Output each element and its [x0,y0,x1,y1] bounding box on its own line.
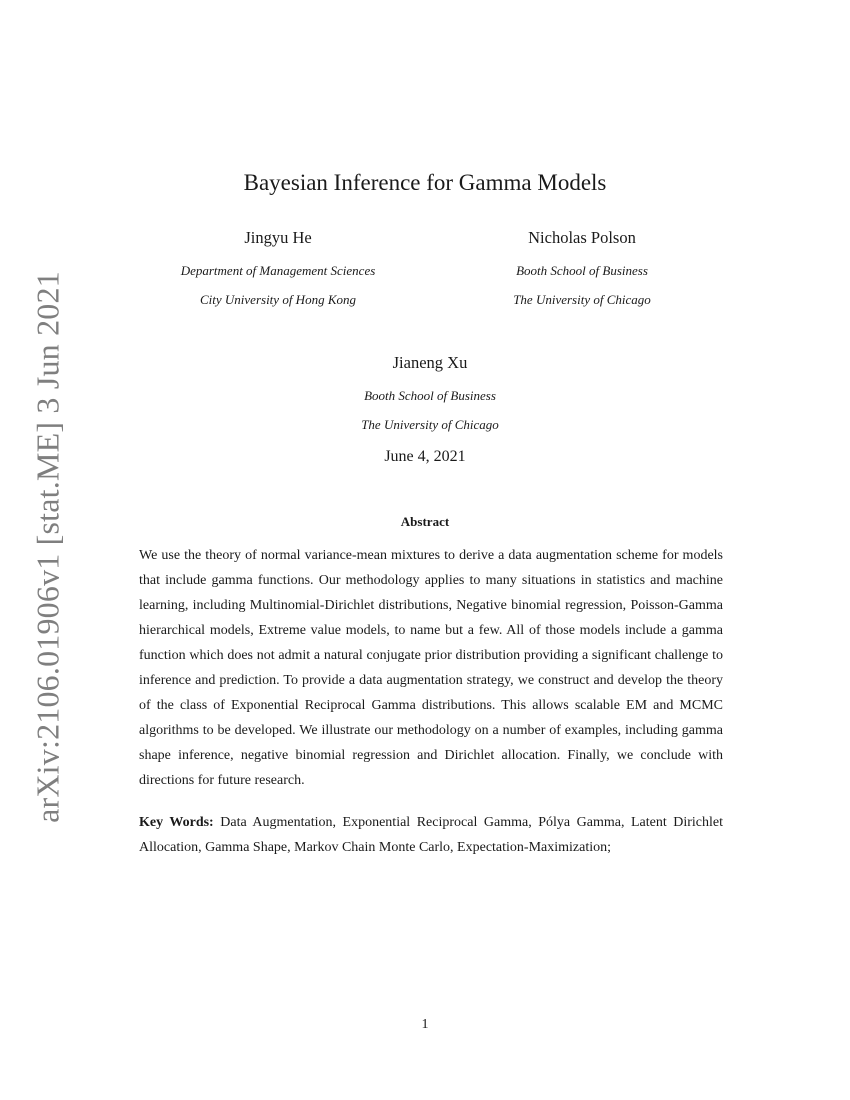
author-name: Jianeng Xu [392,353,468,372]
author-block-2 [432,227,732,314]
author-institution: The University of Chicago [361,417,499,432]
author-institution: City University of Hong Kong [200,292,356,307]
author-name: Nicholas Polson [528,228,636,247]
author-department: Department of Management Sciences [180,263,376,278]
page-number: 1 [421,1017,429,1032]
author-block-1 [128,227,428,314]
author-department: Booth School of Business [516,263,648,278]
author-name: Jingyu He [244,228,312,247]
keywords-label: Key Words: [139,815,214,830]
arxiv-identifier-stamp: arXiv:2106.01906v1 [stat.ME] 3 Jun 2021 [29,271,66,823]
paper-title: Bayesian Inference for Gamma Models [243,170,607,195]
keywords-paragraph [139,810,723,860]
publication-date: June 4, 2021 [384,448,466,465]
abstract-heading: Abstract [400,514,450,529]
abstract-body: We use the theory of normal variance-mean mixtures to derive a data augmentation scheme for models that include gamma functions. Our methodology applies to many situations in statistics and machine learning, including Multinomial-Dirichlet distributions, Negative binomial regression, Poisson-Gamma hierarchical models, Extreme value models, to name but a few. All of those models include a gamma function which does not admit a natural conjugate prior distribution providing a significant challenge to inference and prediction. To provide a data augmentation strategy, we construct and develop the theory of the class of Exponential Reciprocal Gamma distributions. This allows scalable EM and MCMC algorithms to be developed. We illustrate our methodology on a number of examples, including gamma shape inference, negative binomial regression and Dirichlet allocation. Finally, we conclude with directions for future research. [139,548,723,788]
author-block-3 [280,352,580,439]
author-department: Booth School of Business [364,388,496,403]
author-institution: The University of Chicago [513,292,651,307]
keywords-list: Data Augmentation, Exponential Reciprocal Gamma, Pólya Gamma, Latent Dirichlet Allocation, Gamma Shape, Markov Chain Monte Carlo, Expectation-Maximization; [139,815,724,855]
